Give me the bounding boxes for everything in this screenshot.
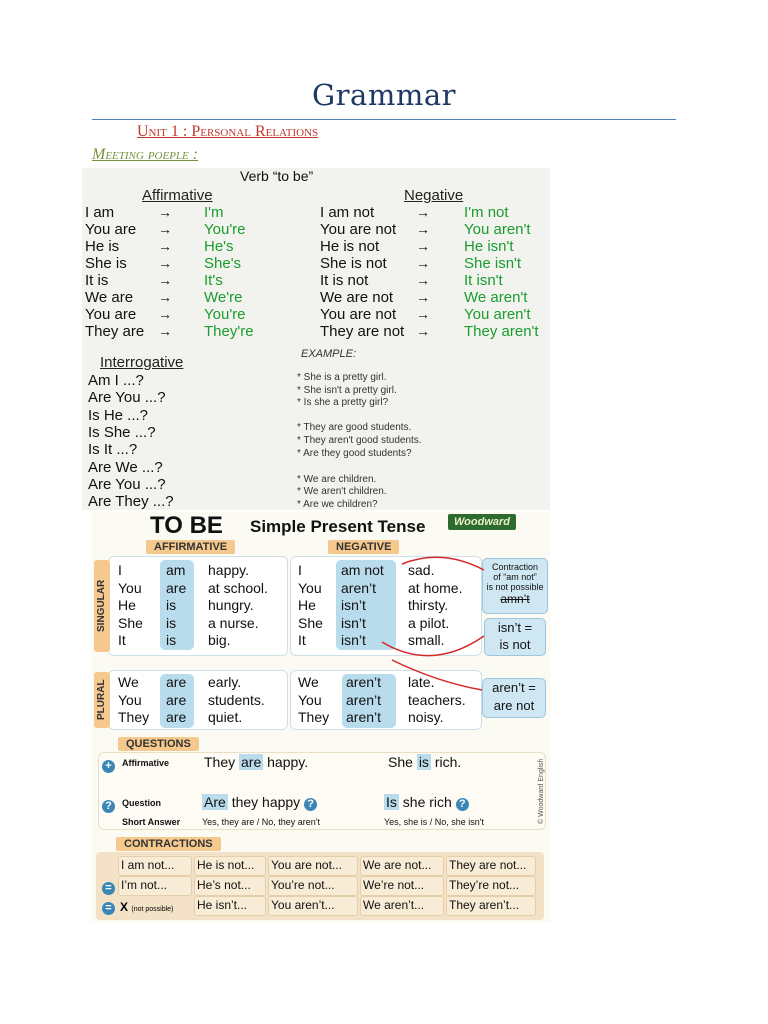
complement: quiet. <box>208 709 243 725</box>
contraction-short: You’re not... <box>271 878 335 892</box>
interrogative-item: Am I ...? <box>88 372 144 389</box>
note-line: amn’t <box>500 592 530 606</box>
verb: is <box>166 632 177 648</box>
complement: a nurse. <box>208 614 259 631</box>
complement: noisy. <box>408 709 444 725</box>
complement: early. <box>208 674 242 690</box>
verb: are <box>166 674 187 690</box>
verb: are <box>166 579 187 596</box>
arrow: → <box>416 255 430 271</box>
subject: It <box>118 632 126 648</box>
interrogative-item: Is She ...? <box>88 423 156 441</box>
verb: am <box>166 562 186 578</box>
q1-short-answer: Yes, they are / No, they aren't <box>202 817 320 827</box>
affirmative-short: It's <box>204 272 223 289</box>
negative-short: They aren't <box>464 323 539 340</box>
contractions-tag: CONTRACTIONS <box>116 837 221 851</box>
negative-short: She isn't <box>464 255 522 272</box>
subject: It <box>298 632 306 648</box>
affirmative-full: They are <box>85 323 145 340</box>
negative-tag: NEGATIVE <box>328 540 399 554</box>
contraction-negative: You aren’t... <box>271 898 335 912</box>
verb: is <box>166 597 177 613</box>
affirmative-tag: AFFIRMATIVE <box>146 540 235 554</box>
affirmative-label: Affirmative <box>122 758 170 768</box>
contraction-negative: We aren’t... <box>363 898 425 912</box>
copyright: © Woodward English <box>538 758 545 824</box>
example-item: * She is a pretty girl. <box>297 372 387 383</box>
negative-short: You aren't <box>464 306 531 323</box>
arrow: → <box>158 323 172 339</box>
complement: hungry. <box>208 597 254 613</box>
note-line: of “am not” <box>493 572 537 582</box>
interrogative-header: Interrogative <box>100 354 184 371</box>
negative-full: We are not <box>320 289 394 306</box>
affirmative-short: We're <box>204 289 243 306</box>
negative-short: I'm not <box>464 204 509 221</box>
contraction-full: He is not... <box>197 858 255 872</box>
document-title: Grammar <box>312 78 456 112</box>
negative-header: Negative <box>404 187 464 204</box>
negative-full: I am not <box>320 204 375 221</box>
negative-verb: isn’t <box>341 614 366 631</box>
arrow: → <box>158 272 172 288</box>
negative-verb: isn’t <box>341 632 366 648</box>
subject: You <box>298 691 322 708</box>
complement: at home. <box>408 579 463 596</box>
subject: They <box>298 709 330 725</box>
q1-affirmative: They are happy. <box>204 754 309 770</box>
negative-full: She is not <box>320 255 387 272</box>
example-item: * They aren't good students. <box>297 435 422 446</box>
question-icon: ? <box>102 796 115 814</box>
example-item: * We aren't children. <box>297 486 387 497</box>
verb: are <box>166 709 187 725</box>
contraction-full: They are not... <box>449 858 527 872</box>
complement: happy. <box>208 562 249 578</box>
affirmative-short: She's <box>204 255 242 272</box>
complement: sad. <box>408 562 435 578</box>
complement: teachers. <box>408 691 466 708</box>
negative-full: They are not <box>320 323 405 340</box>
title-underline <box>92 119 676 120</box>
q2-affirmative: She is rich. <box>388 754 462 770</box>
subject: He <box>118 597 136 613</box>
arrow: → <box>158 306 172 322</box>
plus-icon: + <box>102 756 115 774</box>
affirmative-short: They're <box>204 323 254 340</box>
arrow: → <box>158 289 172 305</box>
example-item: * Is she a pretty girl? <box>297 397 389 408</box>
example-item: * We are children. <box>297 474 377 485</box>
arrow: → <box>416 204 430 220</box>
question-label: Question <box>122 798 162 808</box>
not-possible-mark: X (not possible) <box>120 900 174 914</box>
interrogative-item: Are You ...? <box>88 475 166 493</box>
example-item: * She isn't a pretty girl. <box>297 385 397 396</box>
subject: We <box>118 674 139 690</box>
negative-full: You are not <box>320 306 397 323</box>
interrogative-item: Is It ...? <box>88 441 138 459</box>
subject: She <box>118 614 143 631</box>
note-line: aren’t = <box>492 680 536 695</box>
note-line: Contraction <box>491 562 539 572</box>
subject: You <box>298 579 322 596</box>
negative-full: It is not <box>320 272 369 289</box>
negative-short: We aren't <box>464 289 528 306</box>
affirmative-full: It is <box>85 272 109 289</box>
contraction-negative: They aren’t... <box>449 898 520 912</box>
short-answer-label: Short Answer <box>122 817 181 827</box>
contraction-negative: He isn’t... <box>197 898 248 912</box>
to-be-title: TO BE <box>150 512 223 539</box>
affirmative-full: She is <box>85 255 127 272</box>
affirmative-full: We are <box>85 289 134 306</box>
affirmative-full: You are <box>85 221 137 238</box>
chart-title: Verb “to be” <box>240 168 314 184</box>
verb: is <box>166 614 177 631</box>
negative-verb: aren’t <box>341 579 377 596</box>
negative-verb: aren’t <box>346 691 382 708</box>
negative-verb: am not <box>341 562 384 578</box>
negative-short: It isn't <box>464 272 503 289</box>
arrow: → <box>158 204 172 220</box>
interrogative-item: Are They ...? <box>88 493 174 511</box>
contraction-short: We’re not... <box>363 878 425 892</box>
equals-icon: = <box>102 898 115 916</box>
negative-verb: aren’t <box>346 709 382 725</box>
complement: at school. <box>208 579 268 596</box>
affirmative-short: You're <box>204 306 246 323</box>
subject: I <box>118 562 122 578</box>
verb-to-be-chart <box>82 168 550 510</box>
arrow: → <box>416 221 430 237</box>
contraction-short: They’re not... <box>449 878 520 892</box>
to-be-present-tense-chart <box>92 512 550 922</box>
subject: I <box>298 562 302 578</box>
complement: big. <box>208 632 231 648</box>
example-item: * Are they good students? <box>297 448 412 459</box>
subject: We <box>298 674 319 690</box>
arrow: → <box>416 306 430 322</box>
arrow: → <box>158 221 172 237</box>
interrogative-item: Are We ...? <box>88 458 163 476</box>
q1-question: Are they happy ? <box>202 794 317 811</box>
negative-verb: aren’t <box>346 674 382 690</box>
example-item: * They are good students. <box>297 422 412 433</box>
contraction-full: You are not... <box>271 858 342 872</box>
arrow: → <box>416 272 430 288</box>
unit-heading: Unit 1 : Personal Relations <box>137 123 319 140</box>
complement: a pilot. <box>408 614 450 631</box>
negative-full: You are not <box>320 221 397 238</box>
contraction-short: He’s not... <box>197 878 251 892</box>
complement: students. <box>208 691 265 708</box>
contraction-short: I’m not... <box>121 878 168 892</box>
contraction-full: I am not... <box>121 858 175 872</box>
complement: thirsty. <box>408 597 449 613</box>
negative-full: He is not <box>320 238 380 255</box>
negative-short: You aren't <box>464 221 531 238</box>
complement: late. <box>408 674 435 690</box>
note-line: are not <box>493 698 535 713</box>
contraction-full: We are not... <box>363 858 432 872</box>
plural-label: PLURAL <box>94 672 110 728</box>
note-line: is not possible <box>486 582 544 592</box>
section-heading: Meeting poeple : <box>92 146 199 163</box>
subject: You <box>118 579 142 596</box>
negative-verb: isn’t <box>341 597 366 613</box>
singular-label: SINGULAR <box>94 560 110 652</box>
complement: small. <box>408 632 445 648</box>
affirmative-short: I'm <box>204 204 224 221</box>
verb: are <box>166 691 187 708</box>
simple-present-title: Simple Present Tense <box>250 517 426 536</box>
example-header: EXAMPLE: <box>301 348 357 360</box>
note-line: is not <box>499 637 531 652</box>
affirmative-short: He's <box>204 238 234 255</box>
note-line: isn’t = <box>497 620 533 635</box>
subject: You <box>118 691 142 708</box>
woodward-logo: Woodward <box>448 514 516 530</box>
arrow: → <box>416 289 430 305</box>
arrow: → <box>158 238 172 254</box>
affirmative-short: You're <box>204 221 246 238</box>
affirmative-full: He is <box>85 238 120 255</box>
subject: They <box>118 709 150 725</box>
interrogative-item: Is He ...? <box>88 406 149 424</box>
arrow: → <box>416 323 430 339</box>
affirmative-full: You are <box>85 306 137 323</box>
equals-icon: = <box>102 878 115 896</box>
questions-tag: QUESTIONS <box>118 737 199 751</box>
negative-short: He isn't <box>464 238 514 255</box>
q2-question: Is she rich ? <box>384 794 469 811</box>
arrow: → <box>158 255 172 271</box>
subject: She <box>298 614 323 631</box>
arrow: → <box>416 238 430 254</box>
interrogative-item: Are You ...? <box>88 389 166 407</box>
affirmative-full: I am <box>85 204 115 221</box>
q2-short-answer: Yes, she is / No, she isn't <box>384 817 484 827</box>
subject: He <box>298 597 316 613</box>
affirmative-header: Affirmative <box>142 187 213 204</box>
example-item: * Are we children? <box>297 499 378 510</box>
